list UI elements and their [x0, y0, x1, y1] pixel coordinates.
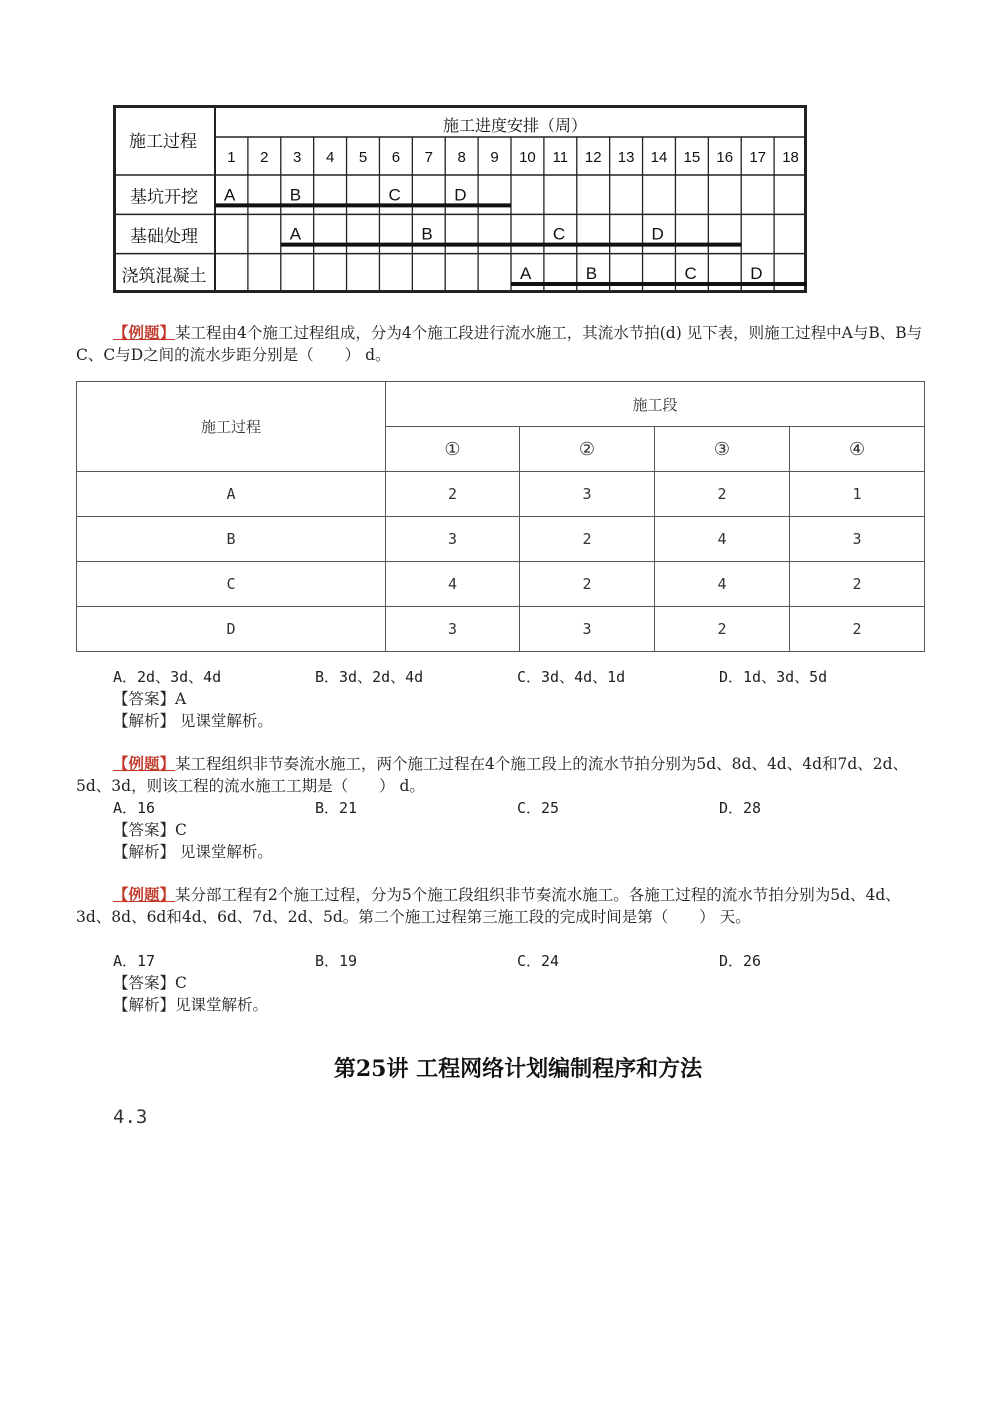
gantt-bar-label: B [421, 224, 433, 244]
question-2-option-a[interactable]: A．16 [113, 799, 156, 817]
question-1-option-d[interactable]: D．1d、3d、5d [719, 668, 828, 686]
table-cell: 4 [655, 562, 790, 607]
table-cell: 3 [386, 607, 520, 652]
question-1-answer: 【答案】A [113, 690, 187, 708]
table-segment-3: ③ [655, 427, 790, 472]
question-3-tag: 【例题】 [113, 885, 176, 904]
question-3-option-d[interactable]: D．26 [719, 952, 762, 970]
question-1-option-a[interactable]: A．2d、3d、4d [113, 668, 222, 686]
gantt-process-name: 基坑开挖 [130, 187, 198, 207]
question-1-analysis: 【解析】 见课堂解析。 [113, 712, 273, 730]
table-cell-process: D [77, 607, 386, 652]
question-3-text: 某分部工程有2个施工过程，分为5个施工段组织非节奏流水施工。各施工过程的流水节拍分别为5d、4d、3d、8d、6d和4d、6d、7d、2d、5d。第二个施工过程第三施工段的完成时间是第（ ） 天。 [76, 886, 901, 926]
question-2-option-c[interactable]: C．25 [517, 799, 560, 817]
gantt-week-label: 16 [716, 149, 734, 166]
question-3-option-c[interactable]: C．24 [517, 952, 560, 970]
gantt-bar-label: A [224, 185, 236, 205]
table-cell-process: C [77, 562, 386, 607]
table-cell: 2 [386, 472, 520, 517]
table-cell: 2 [790, 562, 925, 607]
question-2-stem [76, 753, 924, 797]
gantt-bar-label: C [388, 185, 401, 205]
table-cell: 4 [386, 562, 520, 607]
gantt-week-label: 11 [552, 149, 569, 166]
section-number: 4.3 [113, 1106, 148, 1128]
table-cell: 2 [520, 562, 655, 607]
gantt-week-label: 9 [490, 149, 499, 166]
question-1-tag: 【例题】 [113, 323, 176, 342]
gantt-bar-label: C [684, 264, 697, 283]
question-2-tag: 【例题】 [113, 754, 176, 773]
table-cell: 2 [655, 472, 790, 517]
gantt-schedule-header: 施工进度安排（周） [442, 118, 588, 135]
table-cell: 4 [655, 517, 790, 562]
question-2-answer: 【答案】C [113, 821, 187, 839]
gantt-week-label: 15 [683, 149, 701, 166]
table-cell: 3 [386, 517, 520, 562]
table-cell: 3 [790, 517, 925, 562]
question-1-text: 某工程由4个施工过程组成，分为4个施工段进行流水施工，其流水节拍(d) 见下表，则施工过程中A与B、B与C、C与D之间的流水步距分别是（ ） d。 [76, 324, 923, 364]
question-1-option-b[interactable]: B．3d、2d、4d [315, 668, 424, 686]
question-1-stem [76, 322, 924, 366]
gantt-week-label: 10 [519, 149, 536, 166]
gantt-week-label: 12 [584, 149, 602, 166]
flow-beat-table [76, 381, 925, 652]
gantt-week-label: 13 [617, 149, 635, 166]
gantt-bar-label: D [750, 264, 763, 283]
gantt-week-label: 4 [325, 149, 335, 166]
question-2-option-b[interactable]: B．21 [315, 799, 358, 817]
table-cell-process: B [77, 517, 386, 562]
question-3-option-b[interactable]: B．19 [315, 952, 358, 970]
gantt-week-label: 1 [227, 149, 236, 166]
table-cell: 2 [655, 607, 790, 652]
table-cell: 2 [520, 517, 655, 562]
table-row [77, 607, 925, 652]
gantt-week-label: 17 [749, 149, 767, 166]
table-segment-2: ② [520, 427, 655, 472]
gantt-week-label: 18 [782, 149, 799, 166]
table-segment-4: ④ [790, 427, 925, 472]
table-segment-header: 施工段 [386, 382, 925, 427]
table-cell: 3 [520, 607, 655, 652]
gantt-week-label: 2 [260, 149, 269, 166]
gantt-week-label: 8 [457, 149, 466, 166]
gantt-bar-label: B [585, 264, 598, 283]
table-row [77, 517, 925, 562]
gantt-bar-label: C [552, 224, 566, 244]
table-row [77, 562, 925, 607]
gantt-week-label: 6 [391, 149, 401, 166]
schedule-gantt-chart [113, 105, 807, 293]
question-2-analysis: 【解析】 见课堂解析。 [113, 843, 273, 861]
gantt-week-label: 7 [424, 149, 433, 166]
gantt-process-name: 浇筑混凝土 [121, 266, 207, 286]
gantt-process-header: 施工过程 [129, 132, 197, 151]
question-2-option-d[interactable]: D．28 [719, 799, 762, 817]
gantt-week-label: 3 [293, 149, 302, 166]
gantt-svg [113, 105, 807, 293]
table-process-header: 施工过程 [77, 382, 386, 472]
gantt-bar-label: D [651, 224, 664, 244]
question-3-stem [76, 884, 924, 928]
gantt-bar-label: A [289, 224, 302, 244]
gantt-week-label: 14 [650, 149, 668, 166]
gantt-process-name: 基础处理 [130, 227, 198, 246]
table-cell-process: A [77, 472, 386, 517]
question-3-option-a[interactable]: A．17 [113, 952, 156, 970]
question-2-text: 某工程组织非节奏流水施工，两个施工过程在4个施工段上的流水节拍分别为5d、8d、4d、4d和7d、2d、5d、3d，则该工程的流水施工工期是（ ） d。 [76, 755, 909, 795]
table-row [77, 472, 925, 517]
table-segment-1: ① [386, 427, 520, 472]
question-1-option-c[interactable]: C．3d、4d、1d [517, 668, 626, 686]
table-cell: 2 [790, 607, 925, 652]
table-cell: 3 [520, 472, 655, 517]
gantt-bar-label: A [520, 264, 532, 283]
question-3-answer: 【答案】C [113, 974, 187, 992]
table-cell: 1 [790, 472, 925, 517]
question-3-analysis: 【解析】见课堂解析。 [113, 996, 269, 1014]
gantt-week-label: 5 [358, 149, 368, 166]
gantt-bar-label: D [454, 185, 467, 205]
gantt-bar-label: B [289, 185, 302, 205]
lecture-title: 第25讲 工程网络计划编制程序和方法 [333, 1056, 703, 1082]
